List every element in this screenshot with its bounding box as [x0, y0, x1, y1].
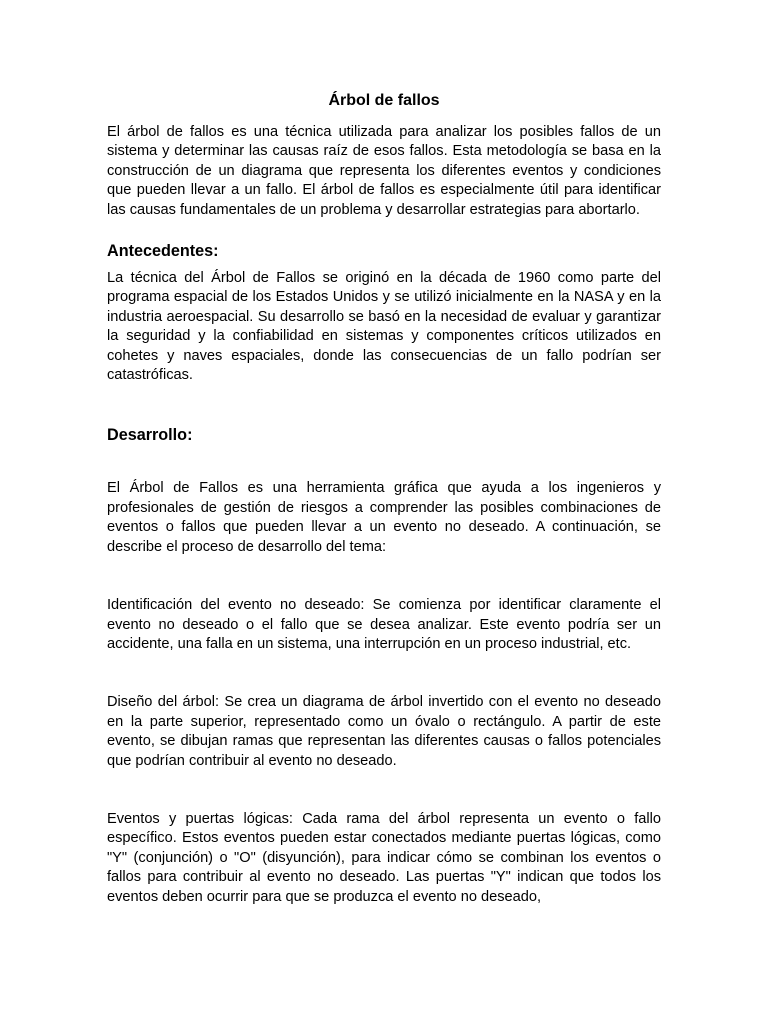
desarrollo-paragraph-intro: El Árbol de Fallos es una herramienta gráfica que ayuda a los ingenieros y profesionales de gestión de riesgos a comprender las posibles combinaciones de eventos o fallos que pueden llevar a un evento no deseado. A continuación, se describe el proceso de desarrollo del tema: [107, 480, 661, 555]
desarrollo-paragraph-diseno: Diseño del árbol: Se crea un diagrama de árbol invertido con el evento no deseado en la parte superior, representado como un óvalo o rectángulo. A partir de este evento, se dibujan ramas que representan las diferentes causas o fallos potenciales que podrían contribuir al evento no deseado. [107, 694, 661, 769]
desarrollo-paragraph-eventos: Eventos y puertas lógicas: Cada rama del árbol representa un evento o fallo específico. Estos eventos pueden estar conectados mediante puertas lógicas, como "Y" (conjunción) o "O" (disyunción), para indicar cómo se combinan los eventos o fallos para contribuir al evento no deseado. Las puertas "Y" indican que todos los eventos deben ocurrir para que se produzca el evento no deseado, [107, 810, 661, 905]
desarrollo-paragraph-identificacion: Identificación del evento no deseado: Se comienza por identificar claramente el evento no deseado o el fallo que se desea analizar. Este evento podría ser un accidente, una falla en un sistema, una interrupción en un proceso industrial, etc. [107, 597, 661, 652]
antecedentes-paragraph: La técnica del Árbol de Fallos se originó en la década de 1960 como parte del programa espacial de los Estados Unidos y se utilizó inicialmente en la NASA y en la industria aeroespacial. Su desarrollo se basó en la necesidad de evaluar y garantizar la seguridad y la confiabilidad en sistemas y componentes críticos utilizados en cohetes y naves espaciales, donde las consecuencias de un fallo podrían ser catastróficas. [107, 270, 661, 384]
document-title: Árbol de fallos [328, 92, 440, 109]
section-heading-desarrollo: Desarrollo: [107, 426, 193, 445]
section-heading-antecedentes: Antecedentes: [107, 242, 219, 261]
intro-paragraph: El árbol de fallos es una técnica utilizada para analizar los posibles fallos de un sistema y determinar las causas raíz de esos fallos. Esta metodología se basa en la construcción de un diagrama que representa los diferentes eventos y condiciones que pueden llevar a un fallo. El árbol de fallos es especialmente útil para identificar las causas fundamentales de un problema y desarrollar estrategias para abortarlo. [107, 124, 661, 218]
document-page [107, 90, 661, 907]
